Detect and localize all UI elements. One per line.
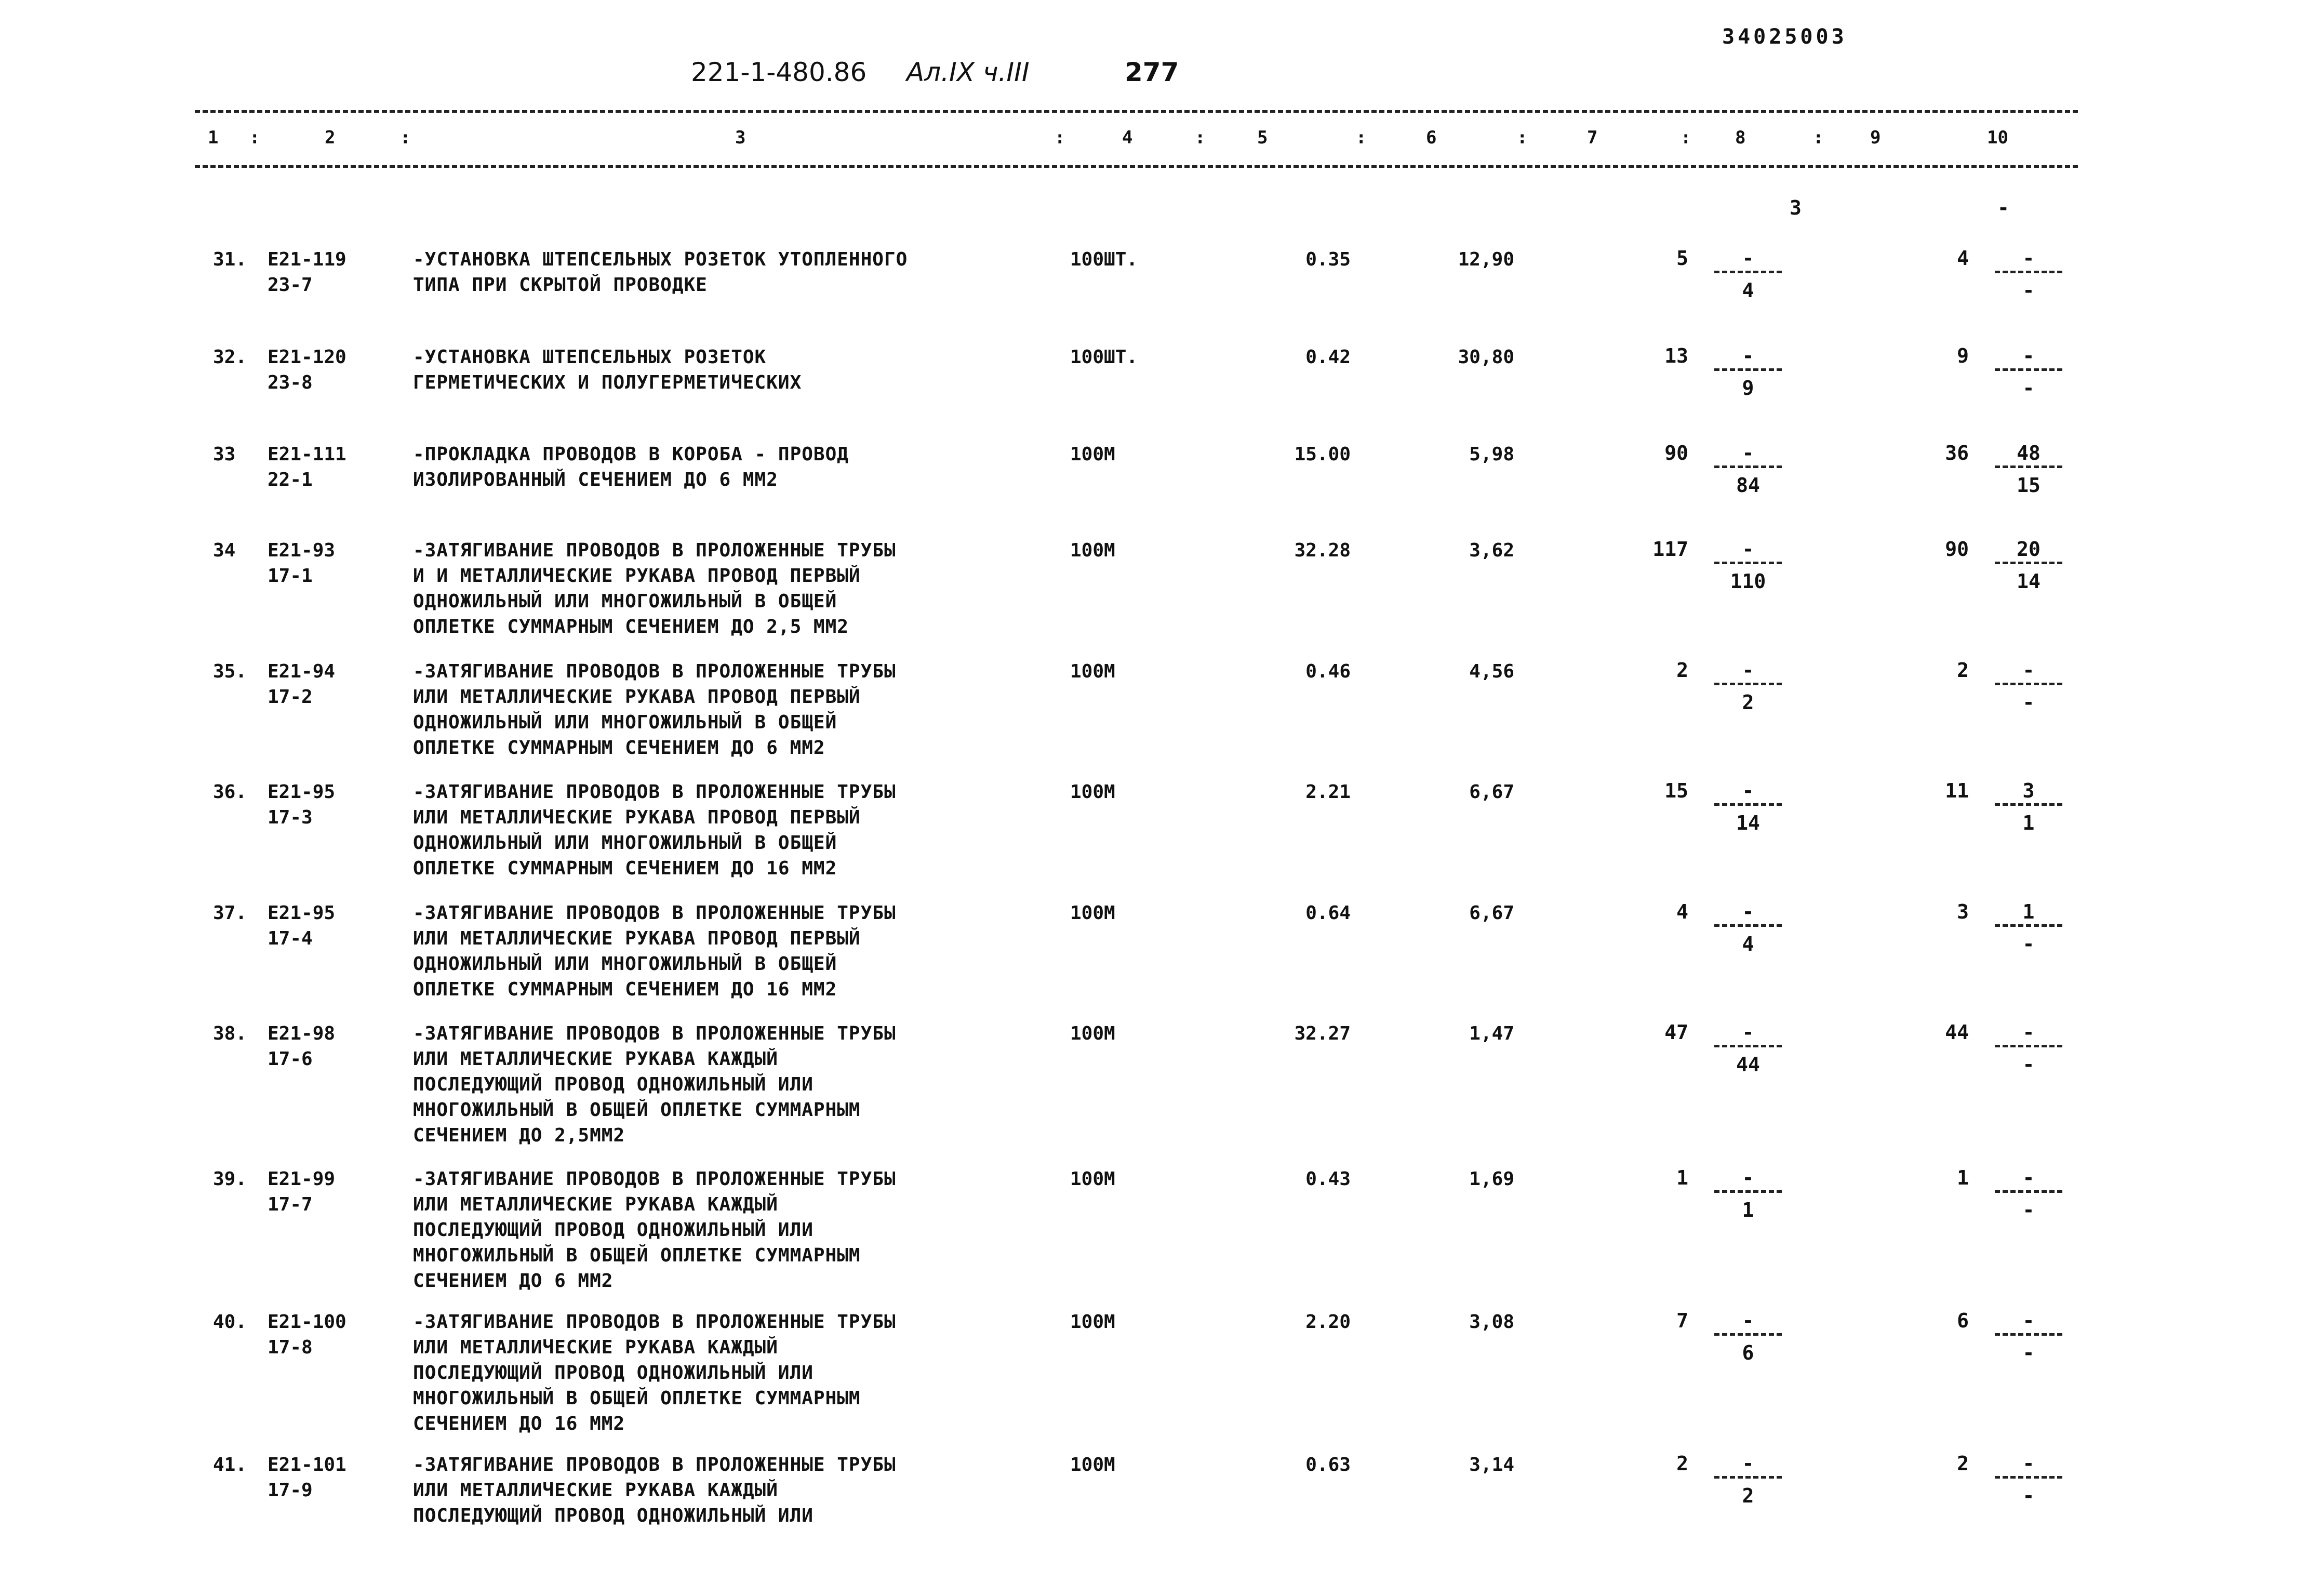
col8-top: - xyxy=(1742,442,1754,464)
col10-fraction-line xyxy=(1995,924,2062,927)
row-number: 31. xyxy=(213,249,247,270)
norm-code: Е21-95 xyxy=(268,781,336,803)
col-sep: : xyxy=(1195,127,1206,148)
norm-subcode: 17-4 xyxy=(268,928,313,949)
unit-price: 4,56 xyxy=(1469,661,1514,682)
unit: 100М xyxy=(1070,1168,1115,1190)
col10-bottom: - xyxy=(2022,691,2035,714)
unit-price: 1,47 xyxy=(1469,1023,1514,1044)
col-num: 7 xyxy=(1587,127,1598,148)
col10-bottom: - xyxy=(2022,1484,2035,1507)
col10-fraction-line xyxy=(1995,1333,2062,1336)
col8-total xyxy=(1636,1452,1782,1530)
col8-fraction-line xyxy=(1714,1476,1782,1479)
quantity: 32.28 xyxy=(1294,540,1351,561)
col10-value: 90 xyxy=(1945,538,1969,561)
col10-bottom: 1 xyxy=(2022,812,2035,834)
col-num: 5 xyxy=(1257,127,1268,148)
col8-bottom: 14 xyxy=(1736,812,1760,834)
col10-fraction-line xyxy=(1995,1045,2062,1047)
work-description: -УСТАНОВКА ШТЕПСЕЛЬНЫХ РОЗЕТОК УТОПЛЕННОГО ТИПА ПРИ СКРЫТОЙ ПРОВОДКЕ xyxy=(413,249,908,296)
col10-value: 9 xyxy=(1957,344,1969,367)
work-description: -ЗАТЯГИВАНИЕ ПРОВОДОВ В ПРОЛОЖЕННЫЕ ТРУБЫ И И МЕТАЛЛИЧЕСКИЕ РУКАВА ПРОВОД ПЕРВЫЙ ОДНОЖИЛЬНЫЙ ИЛИ МНОГОЖИЛЬНЫЙ В ОБЩЕЙ ОПЛЕТКЕ СУММАРНЫМ СЕЧЕНИЕМ ДО 2,5 ММ2 xyxy=(413,540,896,637)
norm-subcode: 17-3 xyxy=(268,807,313,828)
col8-value: 15 xyxy=(1664,779,1688,802)
work-description: -УСТАНОВКА ШТЕПСЕЛЬНЫХ РОЗЕТОК ГЕРМЕТИЧЕСКИХ И ПОЛУГЕРМЕТИЧЕСКИХ xyxy=(413,347,802,393)
norm-code: Е21-94 xyxy=(268,661,336,682)
col10-fraction-line xyxy=(1995,466,2062,468)
col-sep: : xyxy=(1517,127,1528,148)
col10-top: - xyxy=(2022,247,2035,270)
col8-fraction-line xyxy=(1714,1045,1782,1047)
work-description: -ЗАТЯГИВАНИЕ ПРОВОДОВ В ПРОЛОЖЕННЫЕ ТРУБЫ ИЛИ МЕТАЛЛИЧЕСКИЕ РУКАВА КАЖДЫЙ ПОСЛЕДУЮЩИЙ ПРОВОД ОДНОЖИЛЬНЫЙ ИЛИ xyxy=(413,1454,896,1526)
col8-total xyxy=(1636,1309,1782,1387)
norm-code: Е21-95 xyxy=(268,902,336,924)
col8-value: 2 xyxy=(1676,1452,1688,1475)
col8-total xyxy=(1636,900,1782,978)
row-number: 34 xyxy=(213,540,236,561)
unit-price: 3,08 xyxy=(1469,1311,1514,1333)
col-num: 6 xyxy=(1426,127,1437,148)
col8-bottom: 84 xyxy=(1736,474,1760,497)
col10-total xyxy=(1917,779,2062,857)
quantity: 32.27 xyxy=(1294,1023,1351,1044)
col8-fraction-line xyxy=(1714,1190,1782,1193)
quantity: 0.64 xyxy=(1305,902,1351,924)
unit: 100М xyxy=(1070,661,1115,682)
carry-col8: 3 xyxy=(1790,196,1802,219)
col10-top: - xyxy=(2022,659,2035,682)
col10-top: - xyxy=(2022,1166,2035,1189)
col10-value: 1 xyxy=(1957,1166,1969,1189)
norm-subcode: 22-1 xyxy=(268,469,313,490)
col8-top: - xyxy=(1742,247,1754,270)
unit-price: 6,67 xyxy=(1469,902,1514,924)
col10-top: - xyxy=(2022,1452,2035,1475)
work-description: -ЗАТЯГИВАНИЕ ПРОВОДОВ В ПРОЛОЖЕННЫЕ ТРУБЫ ИЛИ МЕТАЛЛИЧЕСКИЕ РУКАВА КАЖДЫЙ ПОСЛЕДУЮЩИЙ ПРОВОД ОДНОЖИЛЬНЫЙ ИЛИ МНОГОЖИЛЬНЫЙ В ОБЩЕЙ ОПЛЕТКЕ СУММАРНЫМ СЕЧЕНИЕМ ДО 2,5ММ2 xyxy=(413,1023,896,1146)
col8-top: - xyxy=(1742,1452,1754,1475)
col8-fraction-line xyxy=(1714,924,1782,927)
col8-value: 4 xyxy=(1676,900,1688,923)
row-number: 38. xyxy=(213,1023,247,1044)
col8-value: 13 xyxy=(1664,344,1688,367)
work-description: -ЗАТЯГИВАНИЕ ПРОВОДОВ В ПРОЛОЖЕННЫЕ ТРУБЫ ИЛИ МЕТАЛЛИЧЕСКИЕ РУКАВА ПРОВОД ПЕРВЫЙ ОДНОЖИЛЬНЫЙ ИЛИ МНОГОЖИЛЬНЫЙ В ОБЩЕЙ ОПЛЕТКЕ СУММАРНЫМ СЕЧЕНИЕМ ДО 16 ММ2 xyxy=(413,902,896,1000)
col10-fraction-line xyxy=(1995,803,2062,806)
sheet-code: 221-1-480.86 xyxy=(691,57,867,87)
col10-total xyxy=(1917,1309,2062,1387)
norm-code: Е21-119 xyxy=(268,249,346,270)
col-num: 3 xyxy=(735,127,746,148)
col8-fraction-line xyxy=(1714,562,1782,564)
norm-code: Е21-99 xyxy=(268,1168,336,1190)
col10-top: 48 xyxy=(2017,442,2041,464)
col10-top: 1 xyxy=(2022,900,2035,923)
unit: 100М xyxy=(1070,1454,1115,1475)
col10-total xyxy=(1917,1021,2062,1099)
norm-subcode: 23-7 xyxy=(268,274,313,296)
unit: 100М xyxy=(1070,902,1115,924)
norm-subcode: 17-8 xyxy=(268,1337,313,1358)
col8-top: - xyxy=(1742,344,1754,367)
col10-fraction-line xyxy=(1995,562,2062,564)
column-number-row xyxy=(195,127,2078,153)
unit: 100М xyxy=(1070,781,1115,803)
col10-total xyxy=(1917,247,2062,325)
col10-bottom: 15 xyxy=(2017,474,2041,497)
norm-code: Е21-98 xyxy=(268,1023,336,1044)
col10-top: - xyxy=(2022,1309,2035,1332)
col8-value: 2 xyxy=(1676,659,1688,682)
quantity: 0.63 xyxy=(1305,1454,1351,1475)
col10-fraction-line xyxy=(1995,271,2062,273)
norm-code: Е21-111 xyxy=(268,444,346,465)
col8-bottom: 4 xyxy=(1742,933,1754,955)
col8-bottom: 110 xyxy=(1730,570,1766,593)
col-sep: : xyxy=(249,127,260,148)
col8-bottom: 44 xyxy=(1736,1053,1760,1076)
document-code: 34025003 xyxy=(1722,25,1847,49)
row-number: 33 xyxy=(213,444,236,465)
row-number: 39. xyxy=(213,1168,247,1190)
norm-subcode: 17-9 xyxy=(268,1480,313,1501)
col-sep: : xyxy=(400,127,411,148)
col8-fraction-line xyxy=(1714,1333,1782,1336)
quantity: 2.20 xyxy=(1305,1311,1351,1333)
col8-bottom: 4 xyxy=(1742,279,1754,302)
work-description: -ЗАТЯГИВАНИЕ ПРОВОДОВ В ПРОЛОЖЕННЫЕ ТРУБЫ ИЛИ МЕТАЛЛИЧЕСКИЕ РУКАВА ПРОВОД ПЕРВЫЙ ОДНОЖИЛЬНЫЙ ИЛИ МНОГОЖИЛЬНЫЙ В ОБЩЕЙ ОПЛЕТКЕ СУММАРНЫМ СЕЧЕНИЕМ ДО 6 ММ2 xyxy=(413,661,896,759)
col8-bottom: 9 xyxy=(1742,377,1754,400)
col10-fraction-line xyxy=(1995,368,2062,371)
col10-value: 44 xyxy=(1945,1021,1969,1044)
col-sep: : xyxy=(1356,127,1367,148)
col8-value: 1 xyxy=(1676,1166,1688,1189)
col-num: 10 xyxy=(1987,127,2008,148)
album-part: Ал.IX ч.III xyxy=(906,57,1030,87)
carry-col10: - xyxy=(1997,196,2009,219)
col-num: 4 xyxy=(1122,127,1133,148)
row-number: 37. xyxy=(213,902,247,924)
col10-total xyxy=(1917,442,2062,520)
col8-top: - xyxy=(1742,1021,1754,1044)
unit-price: 6,67 xyxy=(1469,781,1514,803)
unit-price: 3,14 xyxy=(1469,1454,1514,1475)
col10-value: 3 xyxy=(1957,900,1969,923)
col8-fraction-line xyxy=(1714,803,1782,806)
col8-top: - xyxy=(1742,659,1754,682)
unit: 100М xyxy=(1070,540,1115,561)
col8-bottom: 1 xyxy=(1742,1199,1754,1221)
unit-price: 12,90 xyxy=(1458,249,1514,270)
norm-code: Е21-100 xyxy=(268,1311,346,1333)
col8-total xyxy=(1636,344,1782,422)
col10-total xyxy=(1917,900,2062,978)
col10-top: 20 xyxy=(2017,538,2041,561)
row-number: 32. xyxy=(213,347,247,368)
col10-total xyxy=(1917,1452,2062,1530)
norm-subcode: 17-7 xyxy=(268,1194,313,1215)
col10-value: 6 xyxy=(1957,1309,1969,1332)
row-number: 35. xyxy=(213,661,247,682)
col8-value: 7 xyxy=(1676,1309,1688,1332)
work-description: -ЗАТЯГИВАНИЕ ПРОВОДОВ В ПРОЛОЖЕННЫЕ ТРУБЫ ИЛИ МЕТАЛЛИЧЕСКИЕ РУКАВА КАЖДЫЙ ПОСЛЕДУЮЩИЙ ПРОВОД ОДНОЖИЛЬНЫЙ ИЛИ МНОГОЖИЛЬНЫЙ В ОБЩЕЙ ОПЛЕТКЕ СУММАРНЫМ СЕЧЕНИЕМ ДО 16 ММ2 xyxy=(413,1311,896,1434)
col8-total xyxy=(1636,442,1782,520)
unit-price: 30,80 xyxy=(1458,347,1514,368)
quantity: 2.21 xyxy=(1305,781,1351,803)
col-num: 1 xyxy=(208,127,219,148)
quantity: 0.43 xyxy=(1305,1168,1351,1190)
work-description: -ЗАТЯГИВАНИЕ ПРОВОДОВ В ПРОЛОЖЕННЫЕ ТРУБЫ ИЛИ МЕТАЛЛИЧЕСКИЕ РУКАВА КАЖДЫЙ ПОСЛЕДУЮЩИЙ ПРОВОД ОДНОЖИЛЬНЫЙ ИЛИ МНОГОЖИЛЬНЫЙ В ОБЩЕЙ ОПЛЕТКЕ СУММАРНЫМ СЕЧЕНИЕМ ДО 6 ММ2 xyxy=(413,1168,896,1292)
col10-value: 11 xyxy=(1945,779,1969,802)
col8-value: 90 xyxy=(1664,442,1688,464)
norm-subcode: 17-6 xyxy=(268,1048,313,1070)
col10-bottom: - xyxy=(2022,1053,2035,1076)
work-description: -ЗАТЯГИВАНИЕ ПРОВОДОВ В ПРОЛОЖЕННЫЕ ТРУБЫ ИЛИ МЕТАЛЛИЧЕСКИЕ РУКАВА ПРОВОД ПЕРВЫЙ ОДНОЖИЛЬНЫЙ ИЛИ МНОГОЖИЛЬНЫЙ В ОБЩЕЙ ОПЛЕТКЕ СУММАРНЫМ СЕЧЕНИЕМ ДО 16 ММ2 xyxy=(413,781,896,879)
unit: 100М xyxy=(1070,1023,1115,1044)
col10-total xyxy=(1917,538,2062,616)
norm-code: Е21-93 xyxy=(268,540,336,561)
col10-fraction-line xyxy=(1995,683,2062,685)
unit-price: 5,98 xyxy=(1469,444,1514,465)
col8-fraction-line xyxy=(1714,683,1782,685)
col-sep: : xyxy=(1813,127,1824,148)
page-number: 277 xyxy=(1125,57,1179,87)
work-description: -ПРОКЛАДКА ПРОВОДОВ В КОРОБА - ПРОВОД ИЗОЛИРОВАННЫЙ СЕЧЕНИЕМ ДО 6 ММ2 xyxy=(413,444,849,490)
unit-price: 1,69 xyxy=(1469,1168,1514,1190)
quantity: 0.35 xyxy=(1305,249,1351,270)
table-top-rule xyxy=(195,110,2078,113)
col8-fraction-line xyxy=(1714,271,1782,273)
col10-top: - xyxy=(2022,1021,2035,1044)
col10-value: 4 xyxy=(1957,247,1969,270)
col10-fraction-line xyxy=(1995,1190,2062,1193)
col10-total xyxy=(1917,1166,2062,1244)
col8-total xyxy=(1636,1021,1782,1099)
quantity: 0.42 xyxy=(1305,347,1351,368)
col8-total xyxy=(1636,779,1782,857)
col8-fraction-line xyxy=(1714,466,1782,468)
norm-subcode: 17-2 xyxy=(268,686,313,708)
col10-top: - xyxy=(2022,344,2035,367)
col8-total xyxy=(1636,247,1782,325)
col8-total xyxy=(1636,538,1782,616)
col8-top: - xyxy=(1742,779,1754,802)
quantity: 0.46 xyxy=(1305,661,1351,682)
col8-value: 117 xyxy=(1652,538,1688,561)
unit: 100ШТ. xyxy=(1070,347,1138,368)
norm-subcode: 23-8 xyxy=(268,372,313,393)
row-number: 41. xyxy=(213,1454,247,1475)
col-num: 2 xyxy=(325,127,336,148)
col8-value: 47 xyxy=(1664,1021,1688,1044)
col10-bottom: - xyxy=(2022,377,2035,400)
col10-bottom: - xyxy=(2022,933,2035,955)
col8-bottom: 6 xyxy=(1742,1341,1754,1364)
col8-bottom: 2 xyxy=(1742,1484,1754,1507)
col10-top: 3 xyxy=(2022,779,2035,802)
row-number: 36. xyxy=(213,781,247,803)
col10-value: 2 xyxy=(1957,1452,1969,1475)
col10-total xyxy=(1917,344,2062,422)
col10-bottom: - xyxy=(2022,279,2035,302)
col8-top: - xyxy=(1742,1309,1754,1332)
unit: 100М xyxy=(1070,1311,1115,1333)
norm-code: Е21-120 xyxy=(268,347,346,368)
col10-bottom: 14 xyxy=(2017,570,2041,593)
col-num: 8 xyxy=(1735,127,1746,148)
col8-value: 5 xyxy=(1676,247,1688,270)
col10-value: 36 xyxy=(1945,442,1969,464)
norm-subcode: 17-1 xyxy=(268,565,313,587)
col8-total xyxy=(1636,659,1782,737)
table-header-rule xyxy=(195,165,2078,168)
col10-bottom: - xyxy=(2022,1199,2035,1221)
col8-bottom: 2 xyxy=(1742,691,1754,714)
norm-code: Е21-101 xyxy=(268,1454,346,1475)
col10-total xyxy=(1917,659,2062,737)
unit: 100М xyxy=(1070,444,1115,465)
col8-top: - xyxy=(1742,1166,1754,1189)
col8-top: - xyxy=(1742,538,1754,561)
unit-price: 3,62 xyxy=(1469,540,1514,561)
col-num: 9 xyxy=(1870,127,1881,148)
col8-total xyxy=(1636,1166,1782,1244)
col8-top: - xyxy=(1742,900,1754,923)
quantity: 15.00 xyxy=(1294,444,1351,465)
unit: 100ШТ. xyxy=(1070,249,1138,270)
col10-fraction-line xyxy=(1995,1476,2062,1479)
row-number: 40. xyxy=(213,1311,247,1333)
col10-bottom: - xyxy=(2022,1341,2035,1364)
col-sep: : xyxy=(1681,127,1691,148)
col8-fraction-line xyxy=(1714,368,1782,371)
col10-value: 2 xyxy=(1957,659,1969,682)
col-sep: : xyxy=(1055,127,1065,148)
